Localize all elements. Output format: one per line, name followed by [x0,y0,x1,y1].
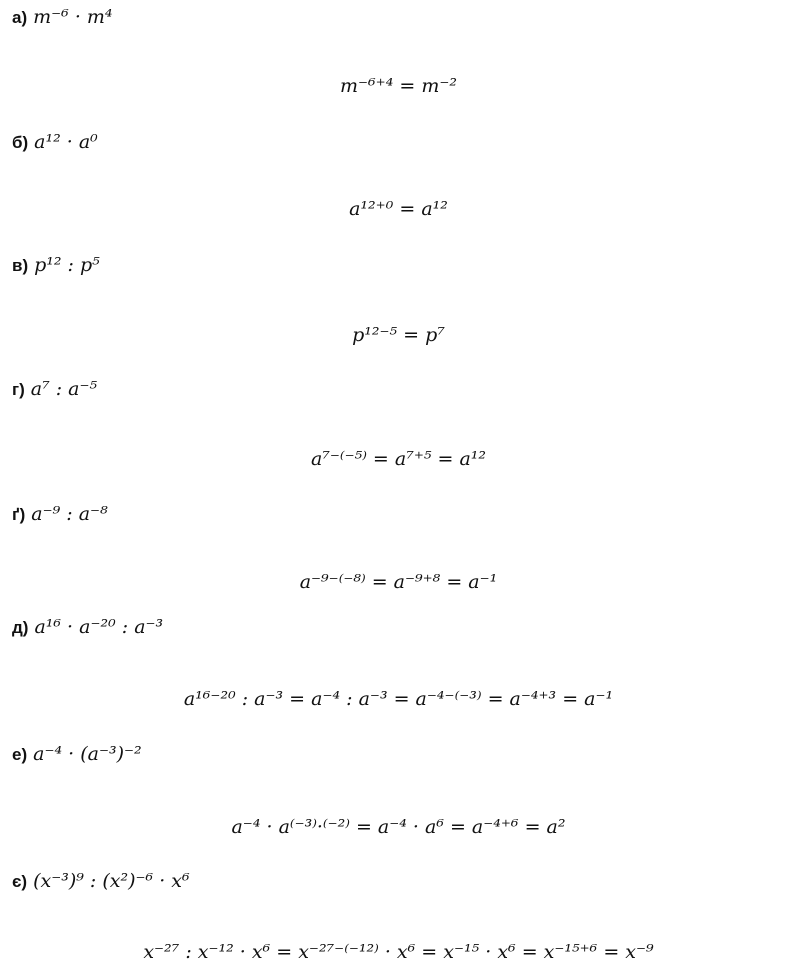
problem-label: г) [12,380,25,399]
problem-label: д) [12,618,29,637]
problem-label: в) [12,256,29,275]
problem-expression: a⁻⁴ · (a⁻³)⁻² [33,743,142,765]
solution-e: a⁻⁴ · a⁽⁻³⁾·⁽⁻²⁾ = a⁻⁴ · a⁶ = a⁻⁴⁺⁶ = a² [231,816,566,838]
problem-label: є) [12,872,28,891]
problem-expression: a⁻⁹ : a⁻⁸ [31,503,108,525]
solution-b: a¹²⁺⁰ = a¹² [349,198,448,220]
solution-ye: x⁻²⁷ : x⁻¹² · x⁶ = x⁻²⁷⁻⁽⁻¹²⁾ · x⁶ = x⁻¹⁵ · x⁶ = x⁻¹⁵⁺⁶ = x⁻⁹ [143,941,654,963]
problem-expression: p¹² : p⁵ [34,254,100,276]
solution-v: p¹²⁻⁵ = p⁷ [352,324,445,346]
problem-b [12,131,98,153]
problem-expression: m⁻⁶ · m⁴ [33,6,113,28]
problem-v [12,254,100,276]
problem-label: ґ) [12,505,26,524]
problem-expression: a¹⁶ · a⁻²⁰ : a⁻³ [34,616,164,638]
problem-expression: a¹² · a⁰ [34,131,98,153]
problem-g [12,378,97,400]
solution-d: a¹⁶⁻²⁰ : a⁻³ = a⁻⁴ : a⁻³ = a⁻⁴⁻⁽⁻³⁾ = a⁻⁴⁺³ = a⁻¹ [183,688,614,710]
problem-expression: a⁷ : a⁻⁵ [30,378,98,400]
problem-label: е) [12,745,28,764]
problem-label: б) [12,133,29,152]
solution-gh: a⁻⁹⁻⁽⁻⁸⁾ = a⁻⁹⁺⁸ = a⁻¹ [299,571,498,593]
solution-a: m⁻⁶⁺⁴ = m⁻² [340,75,457,97]
problem-ye [12,870,190,892]
problem-label: а) [12,8,28,27]
solution-g: a⁷⁻⁽⁻⁵⁾ = a⁷⁺⁵ = a¹² [310,448,487,470]
problem-e [12,743,142,765]
problem-gh [12,503,108,525]
problem-a [12,6,113,28]
problem-expression: (x⁻³)⁹ : (x²)⁻⁶ · x⁶ [33,870,190,892]
problem-d [12,616,163,638]
